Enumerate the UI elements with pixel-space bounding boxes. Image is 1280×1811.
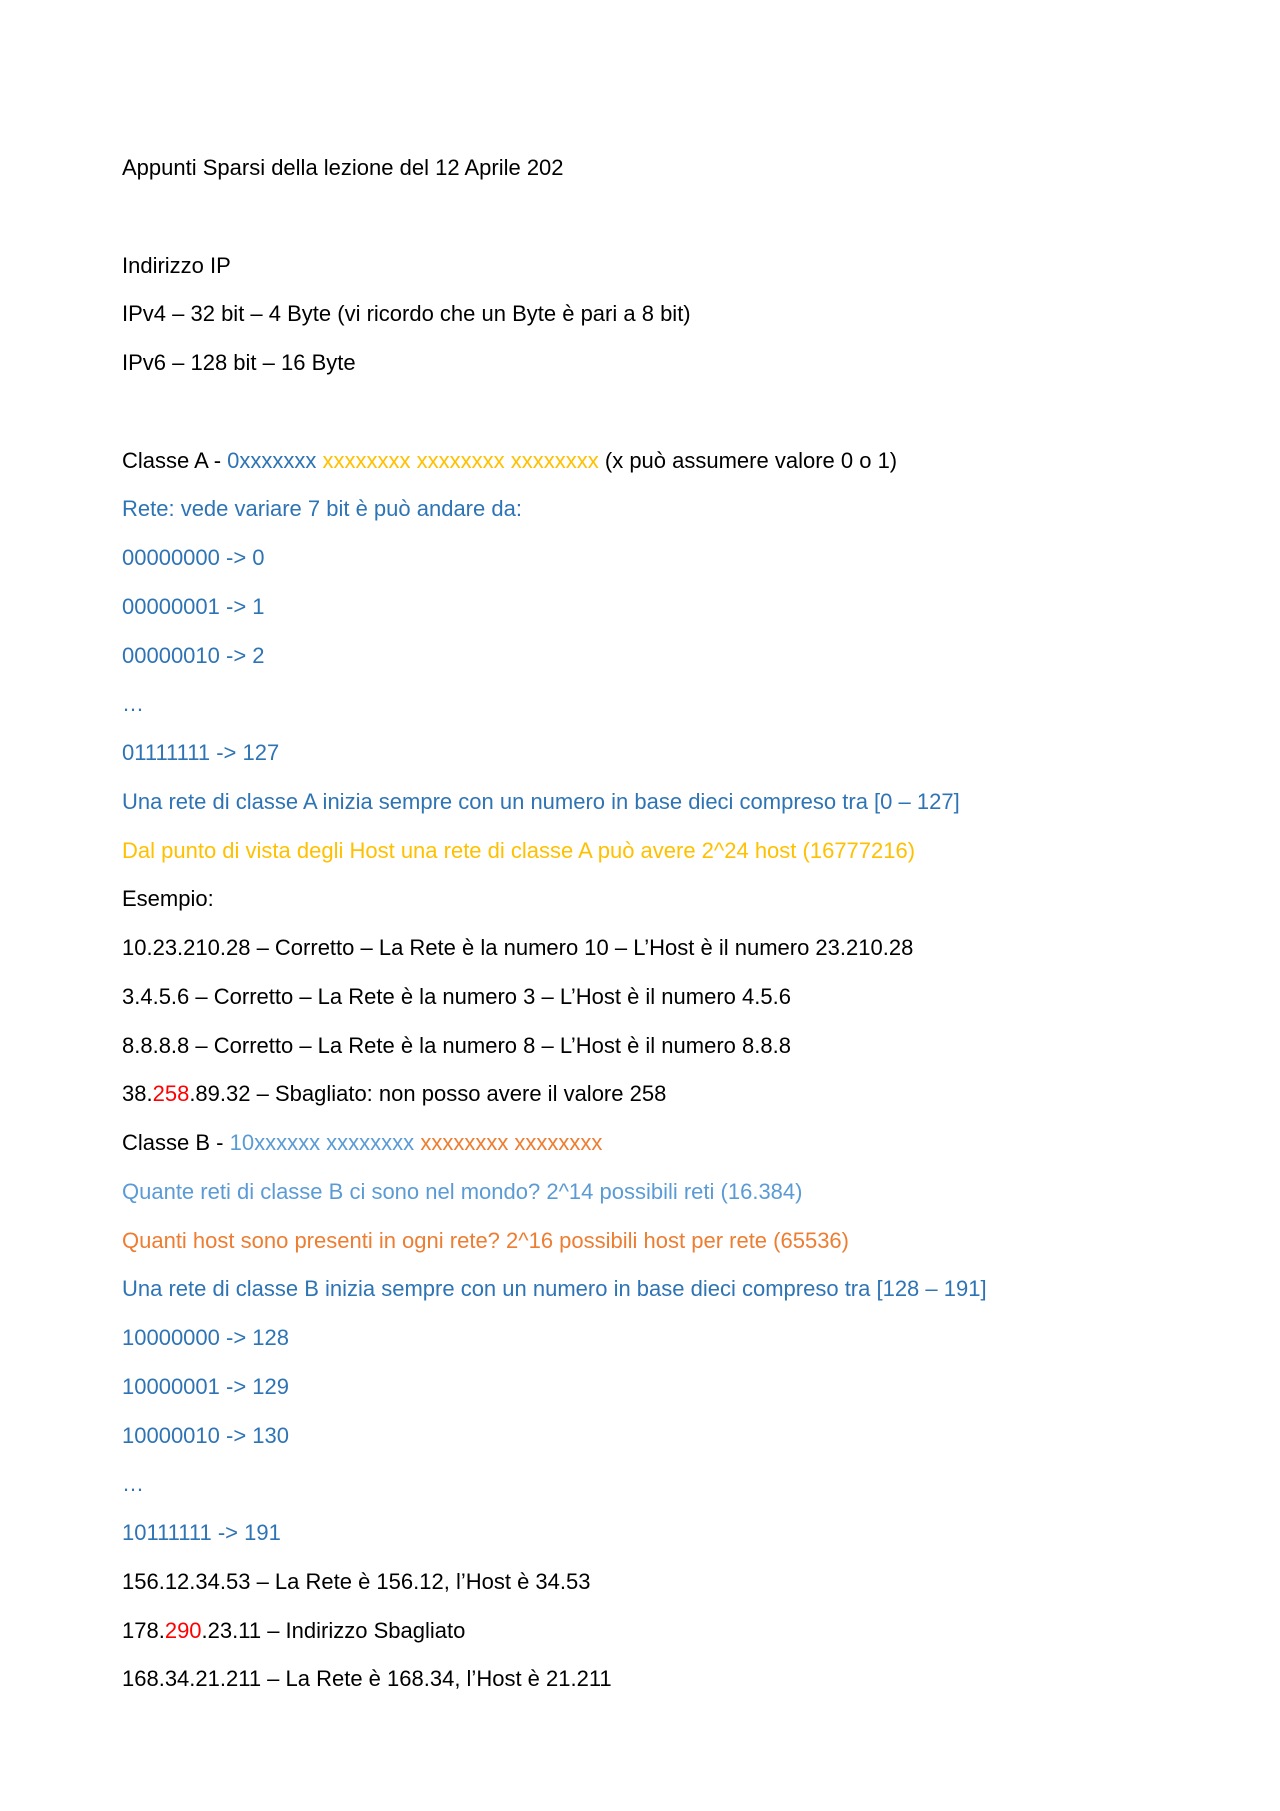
- class-b-ellipsis: …: [122, 1471, 144, 1497]
- class-a-line: [122, 443, 1172, 492]
- class-b-hosts-line: Quanti host sono presenti in ogni rete? 2^16 possibili host per rete (65536): [122, 1227, 849, 1253]
- class-b-example-3: 168.34.21.211 – La Rete è 168.34, l’Host è 21.211: [122, 1666, 612, 1692]
- class-b-host-bits: xxxxxxxx xxxxxxxx: [420, 1130, 603, 1155]
- wrong-example-before: 38.: [122, 1081, 153, 1107]
- blank-line: [122, 199, 1172, 248]
- class-b-network-bits: 10xxxxxx xxxxxxxx: [229, 1130, 415, 1155]
- class-a-binary-127: 01111111 -> 127: [122, 740, 280, 765]
- wrong-example-before: 178.: [122, 1617, 165, 1643]
- class-a-binary-1: 00000001 -> 1: [122, 593, 265, 619]
- class-a-example-2: 8.8.8.8 – Corretto – La Rete è la numero 8 – L’Host è il numero 8.8.8: [122, 1032, 791, 1058]
- class-a-host-bits: xxxxxxxx xxxxxxxx xxxxxxxx: [322, 447, 599, 473]
- class-a-range-line: Una rete di classe A inizia sempre con un numero in base dieci compreso tra [0 – 127]: [122, 788, 960, 814]
- class-a-hosts-line: Dal punto di vista degli Host una rete di classe A può avere 2^24 host (16777216): [122, 837, 916, 863]
- class-a-example-0: 10.23.210.28 – Corretto – La Rete è la numero 10 – L’Host è il numero 23.210.28: [122, 935, 914, 960]
- ip-heading: Indirizzo IP: [122, 252, 231, 278]
- class-a-note: (x può assumere valore 0 o 1): [598, 447, 898, 473]
- class-b-line: [122, 1125, 1172, 1174]
- wrong-example-highlight: 290: [164, 1617, 202, 1643]
- class-b-prefix: Classe B -: [122, 1130, 230, 1155]
- document-body: [122, 150, 1172, 1710]
- class-a-wrong-example: [122, 1076, 1172, 1125]
- class-b-wrong-example: [122, 1613, 1172, 1662]
- class-b-range-line: Una rete di classe B inizia sempre con un numero in base dieci compreso tra [128 – 191]: [122, 1276, 987, 1302]
- class-b-networks-line: Quante reti di classe B ci sono nel mondo? 2^14 possibili reti (16.384): [122, 1178, 803, 1204]
- esempio-label: Esempio:: [122, 886, 214, 912]
- class-a-rete-line: Rete: vede variare 7 bit è può andare da:: [122, 496, 522, 522]
- class-b-binary-129: 10000001 -> 129: [122, 1373, 289, 1399]
- wrong-example-highlight: 258: [152, 1081, 190, 1107]
- class-a-prefix: Classe A -: [122, 447, 228, 473]
- document-title: Appunti Sparsi della lezione del 12 Aprile 202: [122, 155, 564, 180]
- class-a-network-bits: 0xxxxxxx: [227, 447, 317, 473]
- wrong-example-after: .23.11 – Indirizzo Sbagliato: [201, 1617, 466, 1643]
- wrong-example-after: .89.32 – Sbagliato: non posso avere il valore 258: [189, 1081, 667, 1107]
- class-b-binary-130: 10000010 -> 130: [122, 1422, 289, 1448]
- class-a-example-1: 3.4.5.6 – Corretto – La Rete è la numero 3 – L’Host è il numero 4.5.6: [122, 983, 791, 1009]
- ipv4-line: IPv4 – 32 bit – 4 Byte (vi ricordo che un Byte è pari a 8 bit): [122, 301, 691, 327]
- class-a-binary-0: 00000000 -> 0: [122, 545, 265, 570]
- class-a-binary-2: 00000010 -> 2: [122, 642, 265, 668]
- blank-line: [122, 394, 1172, 443]
- class-a-ellipsis: …: [122, 691, 144, 717]
- ipv6-line: IPv6 – 128 bit – 16 Byte: [122, 350, 356, 375]
- class-b-example-1: 156.12.34.53 – La Rete è 156.12, l’Host è 34.53: [122, 1568, 591, 1594]
- class-b-binary-128: 10000000 -> 128: [122, 1325, 289, 1350]
- class-b-binary-191: 10111111 -> 191: [122, 1520, 281, 1545]
